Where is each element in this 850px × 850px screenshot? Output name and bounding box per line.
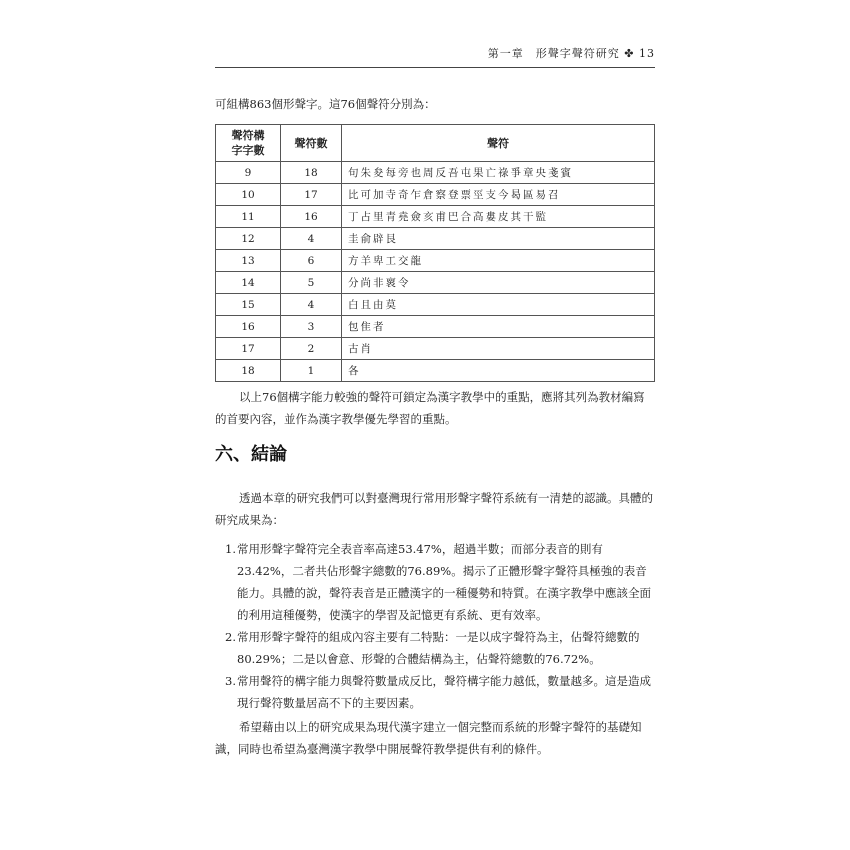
cell-chars: 包隹者 xyxy=(342,316,655,338)
item-number: 2. xyxy=(225,630,236,644)
cell-count: 14 xyxy=(216,272,281,294)
table-row xyxy=(216,272,655,294)
cell-num: 4 xyxy=(281,294,342,316)
header-num: 聲符數 xyxy=(281,125,342,162)
cell-chars: 古肖 xyxy=(342,338,655,360)
cell-chars: 比可加寺奇乍倉察登票巠支今曷區易召 xyxy=(342,184,655,206)
table-row xyxy=(216,250,655,272)
cell-count: 11 xyxy=(216,206,281,228)
cell-chars: 各 xyxy=(342,360,655,382)
item-text: 常用形聲字聲符完全表音率高達53.47%，超過半數；而部分表音的則有23.42%，二者共佔形聲字總數的76.89%。揭示了正體形聲字聲符具極強的表音能力。具體的說，聲符表音是正體漢字的一種優勢和特質。在漢字教學中應該全面的利用這種優勢，使漢字的學習及記憶更有系統、更有效率。 xyxy=(237,542,651,622)
chapter-title: 形聲字聲符研究 xyxy=(535,47,620,60)
header-count xyxy=(216,125,281,162)
item-text: 常用形聲字聲符的組成內容主要有二特點：一是以成字聲符為主，佔聲符總數的80.29%；二是以會意、形聲的合體結構為主，佔聲符總數的76.72%。 xyxy=(237,630,640,666)
section-heading: 六、結論 xyxy=(215,444,287,465)
table-header-row xyxy=(216,125,655,162)
cell-num: 1 xyxy=(281,360,342,382)
list-item xyxy=(215,626,655,670)
cell-count: 15 xyxy=(216,294,281,316)
intro-line: 可組構863個形聲字。這76個聲符分別為： xyxy=(215,97,436,111)
item-text: 常用聲符的構字能力與聲符數量成反比，聲符構字能力越低，數量越多。這是造成現行聲符數量居高不下的主要因素。 xyxy=(237,674,651,710)
cell-chars: 白且由莫 xyxy=(342,294,655,316)
cell-num: 4 xyxy=(281,228,342,250)
list-item xyxy=(215,538,655,626)
paragraph-intro-conclusion: 透過本章的研究我們可以對臺灣現行常用形聲字聲符系統有一清楚的認識。具體的研究成果為： xyxy=(215,491,653,527)
table-row xyxy=(216,184,655,206)
cell-num: 6 xyxy=(281,250,342,272)
paragraph-closing: 希望藉由以上的研究成果為現代漢字建立一個完整而系統的形聲字聲符的基礎知識，同時也希望為臺灣漢字教學中開展聲符教學提供有利的條件。 xyxy=(215,720,642,756)
header-count-text: 聲符構 字字數 xyxy=(231,129,265,157)
cell-chars: 句朱夋每旁也周反吾屯果亡祿爭章央戔賓 xyxy=(342,162,655,184)
cell-count: 18 xyxy=(216,360,281,382)
cell-num: 2 xyxy=(281,338,342,360)
chapter-label: 第一章 xyxy=(487,47,524,60)
cell-count: 13 xyxy=(216,250,281,272)
paragraph-summary: 以上76個構字能力較強的聲符可鎖定為漢字教學中的重點，應將其列為教材編寫的首要內容，並作為漢字教學優先學習的重點。 xyxy=(215,390,645,426)
cell-num: 18 xyxy=(281,162,342,184)
table-row xyxy=(216,206,655,228)
cell-count: 16 xyxy=(216,316,281,338)
cell-chars: 分尚非褱令 xyxy=(342,272,655,294)
table-body xyxy=(216,162,655,382)
results-list xyxy=(215,538,655,714)
running-header xyxy=(215,45,655,68)
table-row xyxy=(216,228,655,250)
cell-count: 12 xyxy=(216,228,281,250)
item-number: 1. xyxy=(225,542,236,556)
cell-count: 10 xyxy=(216,184,281,206)
header-chars: 聲符 xyxy=(342,125,655,162)
table-row xyxy=(216,316,655,338)
cell-num: 3 xyxy=(281,316,342,338)
table-row xyxy=(216,360,655,382)
cell-count: 17 xyxy=(216,338,281,360)
item-number: 3. xyxy=(225,674,236,688)
table-row xyxy=(216,294,655,316)
cell-count: 9 xyxy=(216,162,281,184)
cell-chars: 丁占里青堯僉亥甫巴合高婁皮其干監 xyxy=(342,206,655,228)
table-row xyxy=(216,338,655,360)
cell-num: 16 xyxy=(281,206,342,228)
list-item xyxy=(215,670,655,714)
table-row xyxy=(216,162,655,184)
cell-chars: 圭俞辟艮 xyxy=(342,228,655,250)
ornament-icon: ✤ xyxy=(624,47,635,60)
cell-chars: 方羊卑工交龍 xyxy=(342,250,655,272)
cell-num: 5 xyxy=(281,272,342,294)
phonetic-table xyxy=(215,124,655,382)
page-number: 13 xyxy=(639,47,655,60)
cell-num: 17 xyxy=(281,184,342,206)
